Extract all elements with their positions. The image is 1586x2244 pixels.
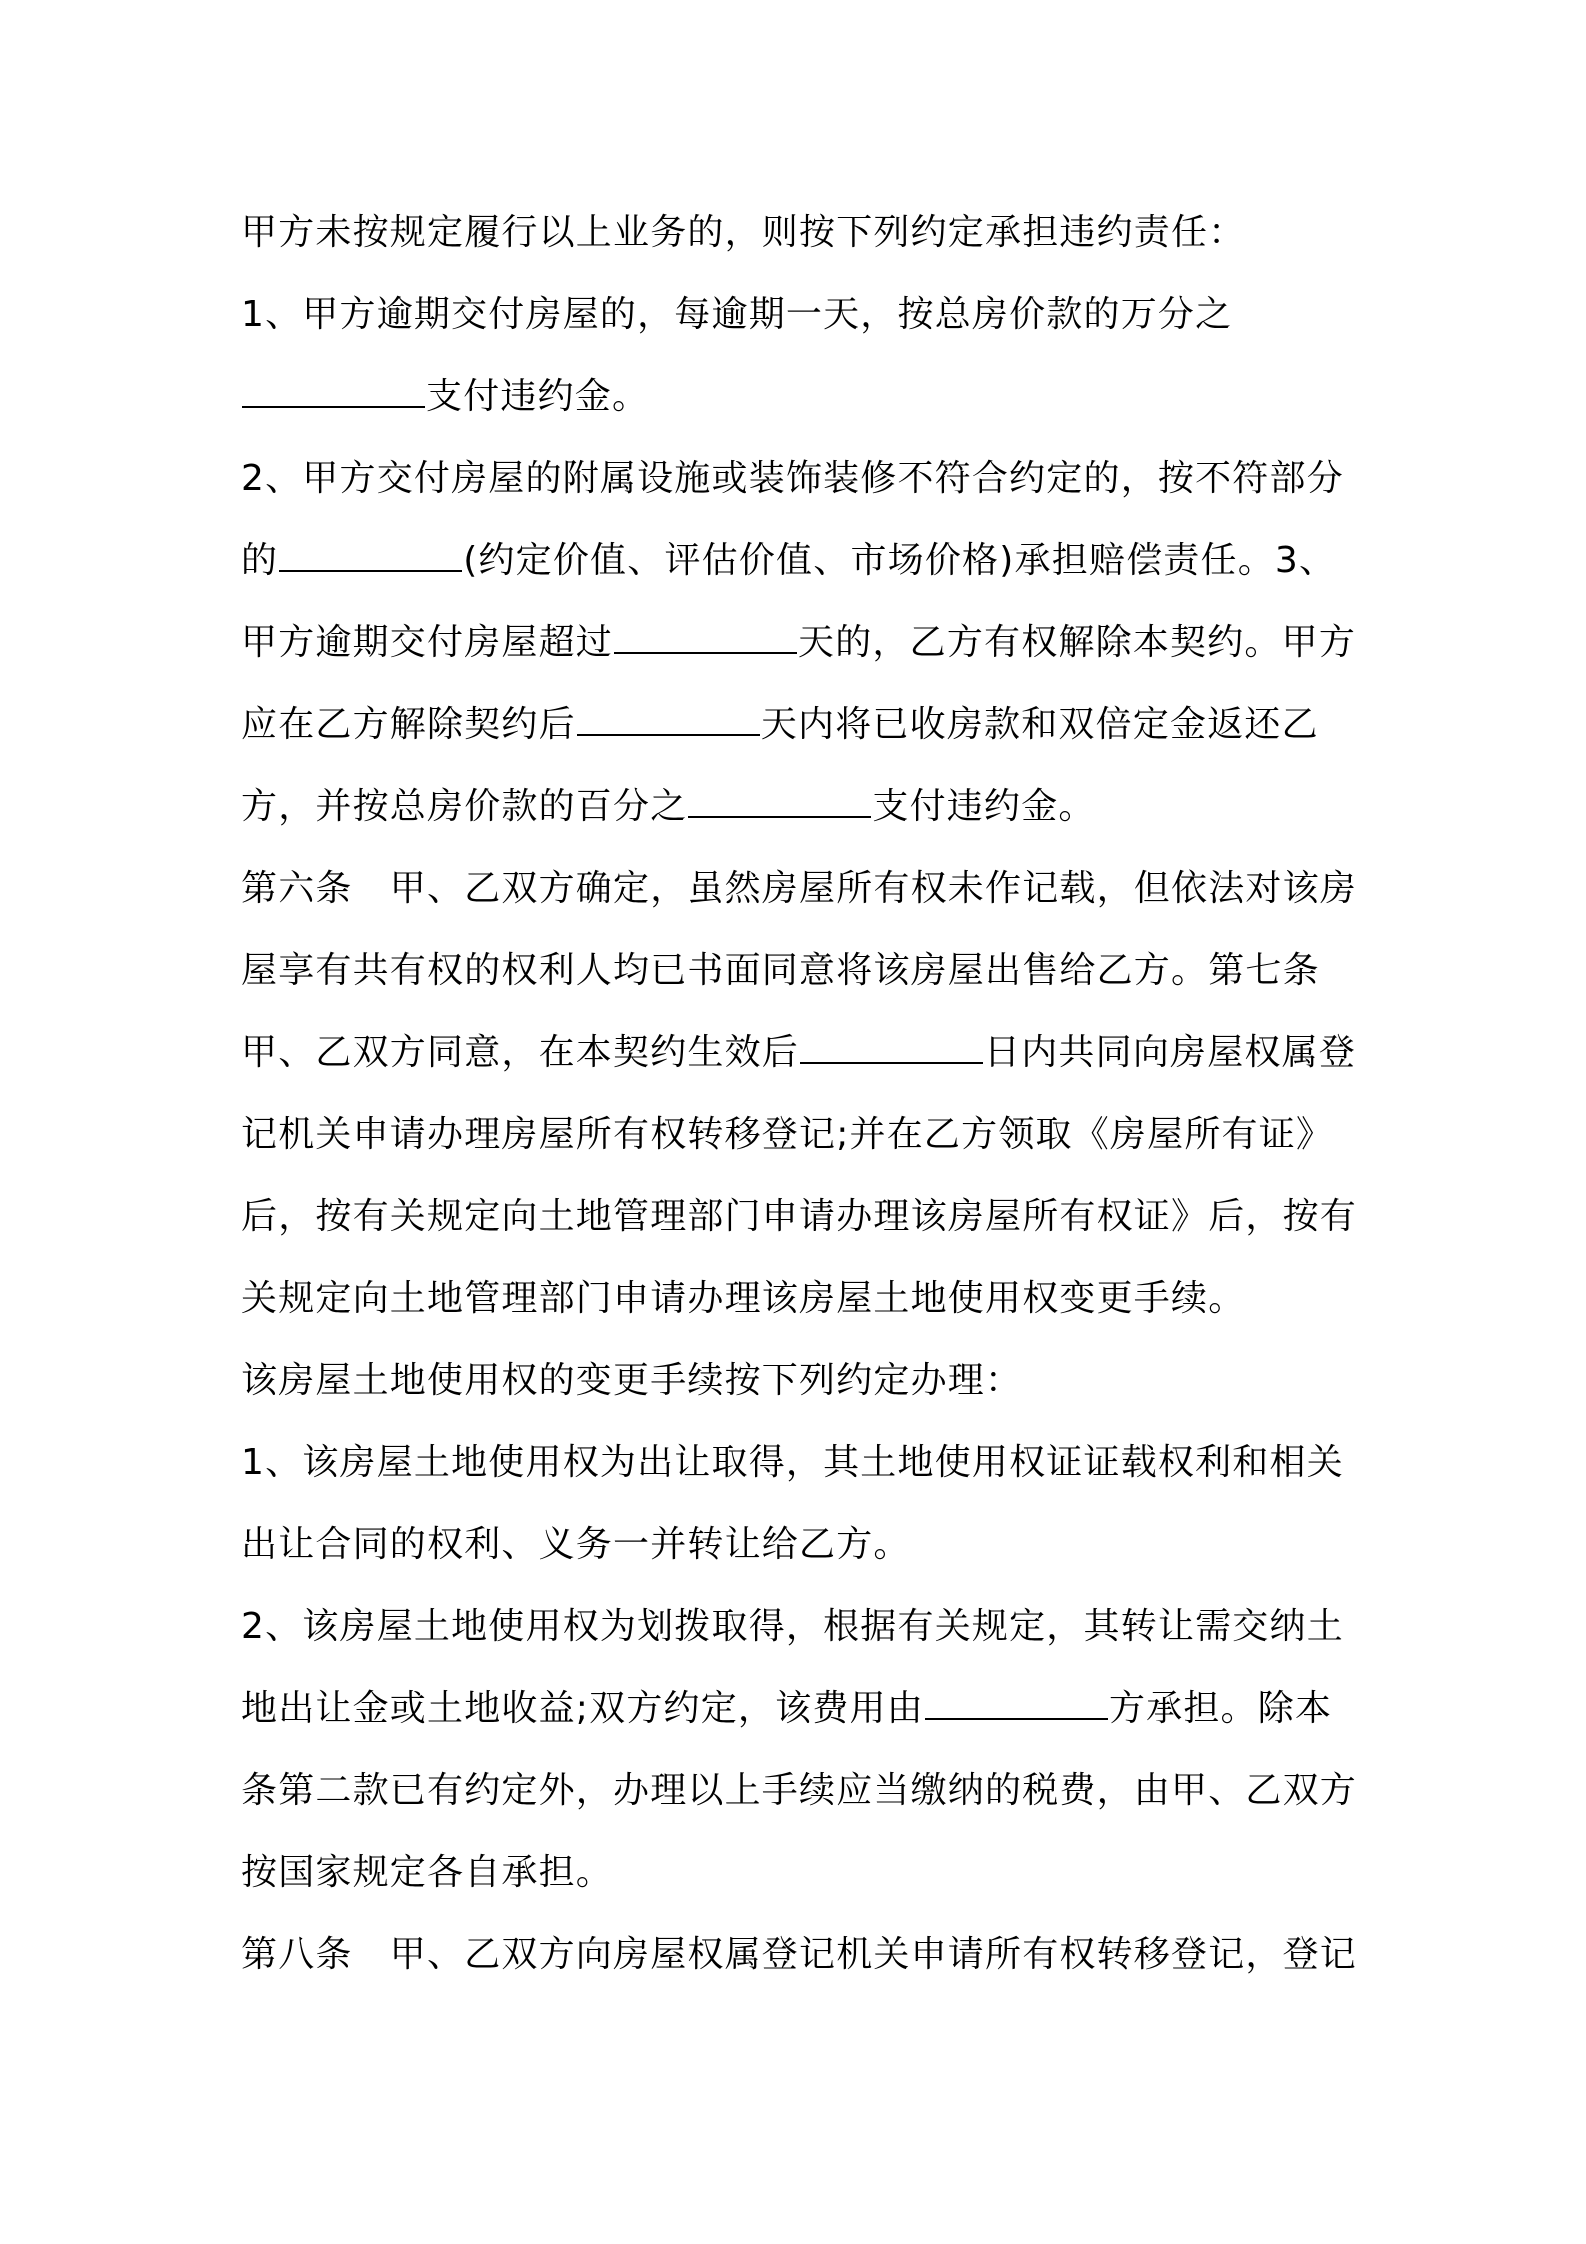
fill-in-blank <box>279 538 462 572</box>
line-text: 应在乙方解除契约后 <box>241 704 576 745</box>
line-text: 甲、乙双方同意，在本契约生效后 <box>241 1032 800 1073</box>
document-line <box>241 1340 1361 1422</box>
document-line <box>241 274 1361 356</box>
document-line <box>241 1832 1361 1914</box>
line-text: 第六条 甲、乙双方确定，虽然房屋所有权未作记载，但依法对该房 <box>241 868 1358 909</box>
document-line <box>241 1176 1361 1258</box>
document-line <box>241 684 1361 766</box>
line-text: 2、该房屋土地使用权为划拨取得，根据有关规定，其转让需交纳土 <box>241 1606 1344 1647</box>
line-text: 地出让金或土地收益;双方约定，该费用由 <box>241 1688 924 1729</box>
line-text: 第八条 甲、乙双方向房屋权属登记机关申请所有权转移登记，登记 <box>241 1934 1358 1975</box>
line-text: (约定价值、评估价值、市场价格)承担赔偿责任。3、 <box>463 540 1337 581</box>
line-text: 2、甲方交付房屋的附属设施或装饰装修不符合约定的，按不符部分 <box>241 458 1344 499</box>
document-line <box>241 1914 1361 1996</box>
document-line <box>241 356 1361 438</box>
line-text: 的 <box>241 540 279 581</box>
line-text: 日内共同向房屋权属登 <box>984 1032 1357 1073</box>
line-text: 按国家规定各自承担。 <box>241 1852 614 1893</box>
line-text: 后，按有关规定向土地管理部门申请办理该房屋所有权证》后，按有 <box>241 1196 1358 1237</box>
document-line <box>241 1012 1361 1094</box>
document-line <box>241 848 1361 930</box>
fill-in-blank <box>925 1686 1108 1720</box>
document-line <box>241 766 1361 848</box>
line-text: 出让合同的权利、义务一并转让给乙方。 <box>241 1524 911 1565</box>
document-body <box>241 192 1361 1996</box>
document-line <box>241 1586 1361 1668</box>
document-line <box>241 520 1361 602</box>
fill-in-blank <box>800 1030 983 1064</box>
line-text: 支付违约金。 <box>426 376 650 417</box>
line-text: 天内将已收房款和双倍定金返还乙 <box>760 704 1319 745</box>
document-line <box>241 1504 1361 1586</box>
line-text: 方，并按总房价款的百分之 <box>241 786 688 827</box>
document-line <box>241 1258 1361 1340</box>
line-text: 天的，乙方有权解除本契约。甲方 <box>798 622 1357 663</box>
document-line <box>241 1094 1361 1176</box>
fill-in-blank <box>614 620 797 654</box>
fill-in-blank <box>242 374 425 408</box>
fill-in-blank <box>688 784 871 818</box>
fill-in-blank <box>577 702 760 736</box>
line-text: 1、甲方逾期交付房屋的，每逾期一天，按总房价款的万分之 <box>241 294 1233 335</box>
document-line <box>241 930 1361 1012</box>
line-text: 甲方未按规定履行以上业务的，则按下列约定承担违约责任： <box>241 212 1246 253</box>
document-line <box>241 438 1361 520</box>
document-line <box>241 192 1361 274</box>
line-text: 1、该房屋土地使用权为出让取得，其土地使用权证证载权利和相关 <box>241 1442 1344 1483</box>
line-text: 屋享有共有权的权利人均已书面同意将该房屋出售给乙方。第七条 <box>241 950 1320 991</box>
line-text: 条第二款已有约定外，办理以上手续应当缴纳的税费，由甲、乙双方 <box>241 1770 1358 1811</box>
line-text: 方承担。除本 <box>1108 1688 1333 1729</box>
document-line <box>241 1422 1361 1504</box>
document-line <box>241 1668 1361 1750</box>
line-text: 支付违约金。 <box>872 786 1096 827</box>
line-text: 关规定向土地管理部门申请办理该房屋土地使用权变更手续。 <box>241 1278 1246 1319</box>
line-text: 该房屋土地使用权的变更手续按下列约定办理： <box>241 1360 1023 1401</box>
document-line <box>241 1750 1361 1832</box>
line-text: 甲方逾期交付房屋超过 <box>241 622 614 663</box>
document-line <box>241 602 1361 684</box>
line-text: 记机关申请办理房屋所有权转移登记;并在乙方领取《房屋所有证》 <box>241 1114 1334 1155</box>
